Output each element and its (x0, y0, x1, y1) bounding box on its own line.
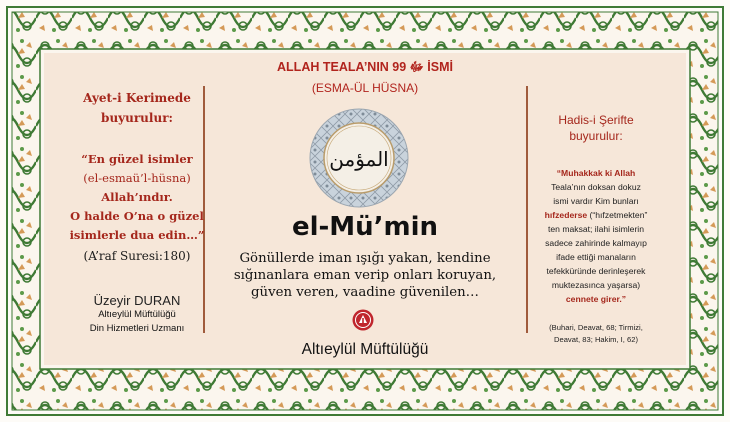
ayet-quote-line: isimlerle dua edin…” (69, 228, 205, 242)
description-line: sığınanlara eman verip onları koruyan, (233, 268, 497, 283)
esma-description (214, 250, 516, 301)
calligraphy-text: المؤمن (329, 147, 389, 171)
organization-name: Altıeylül Müftülüğü (301, 341, 429, 358)
hadis-line: muktezasınca yaşarsa) (551, 280, 641, 290)
esma-name: el-Mü’min (291, 212, 439, 242)
description-line: Gönüllerde iman ışığı yakan, kendine (239, 251, 491, 266)
hadis-heading-2: buyurulur: (569, 129, 623, 143)
hadis-line: ifade ettiği manaların (556, 252, 636, 262)
hadis-line: tefekküründe derinleşerek (546, 266, 646, 276)
ayet-quote (66, 150, 208, 266)
description-line: güven veren, vaadine güvenilen… (251, 285, 479, 300)
author-title: Din Hizmetleri Uzmanı (89, 323, 185, 334)
author-office: Altıeylül Müftülüğü (98, 309, 176, 320)
ayet-heading-2: buyurulur: (101, 111, 173, 125)
hadis-reference-line: Deavat, 83; Hakim, I, 62) (554, 335, 638, 344)
calligraphy-medallion (309, 108, 409, 208)
hadis-reference-line: (Buhari, Deavat, 68; Tirmizi, (549, 323, 643, 332)
ayet-quote-line: O halde O’na o güzel (70, 209, 204, 223)
title-main: ALLAH TEALA’NIN ﷻ 99 İSMİ (277, 60, 453, 74)
hadis-line (534, 208, 658, 222)
hadis-reference (534, 322, 658, 346)
hadis-heading-1: Hadis-i Şerifte (558, 113, 634, 127)
ayet-heading-1: Ayet-i Kerimede (83, 91, 191, 105)
page-title (214, 60, 516, 95)
ayet-quote-line: (el-esmaü’l-hüsna) (83, 171, 191, 185)
ayet-reference: (A’raf Suresi:180) (83, 249, 191, 263)
author-block (62, 293, 212, 336)
hadis-line: “Muhakkak ki Allah (556, 168, 636, 178)
right-divider (526, 86, 528, 333)
hadis-line-part: (“hıfzetmekten” (587, 210, 648, 220)
hadis-line: ismi vardır Kim bunları (553, 196, 639, 206)
ayet-quote-line: Allah’ındır. (101, 190, 173, 204)
hadis-line: Teala’nın doksan dokuz (551, 182, 641, 192)
title-sub: (ESMA-ÜL HÜSNA) (311, 81, 419, 95)
hadis-section (534, 112, 658, 346)
hadis-highlight: hıfzederse (544, 210, 588, 220)
ayet-section (66, 88, 208, 266)
hadis-line: ten maksat; ilahi isimlerin (548, 224, 644, 234)
hadis-text (534, 166, 658, 306)
ayet-quote-line: “En güzel isimler (81, 152, 193, 166)
mufti-logo-icon (352, 309, 374, 331)
hadis-line: cennete girer.” (565, 294, 627, 304)
author-name: Üzeyir DURAN (93, 293, 181, 308)
hadis-line: sadece zahirinde kalmayıp (545, 238, 647, 248)
